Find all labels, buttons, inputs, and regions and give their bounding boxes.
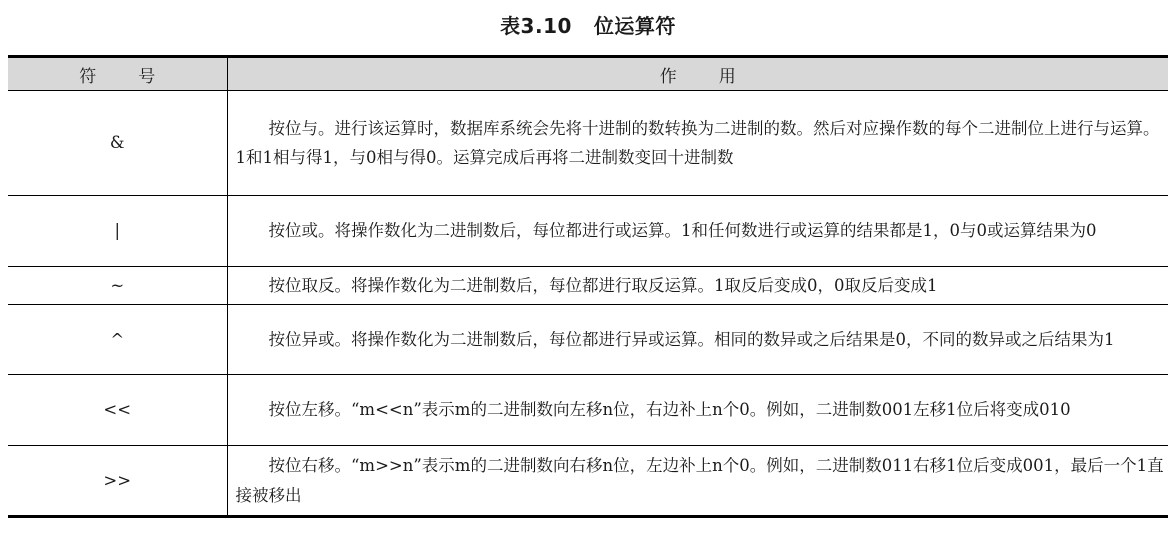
symbol-column-header: 符 号 [8, 57, 227, 91]
operator-symbol: >> [8, 446, 227, 517]
table-row [8, 267, 1168, 305]
operator-description: 按位与。进行该运算时，数据库系统会先将十进制的数转换为二进制的数。然后对应操作数的每个二进制位上进行与运算。1和1相与得1，与0相与得0。运算完成后再将二进制数变回十进制数 [227, 91, 1168, 196]
table-title: 位运算符 [593, 14, 676, 38]
operator-symbol: << [8, 375, 227, 446]
operator-description: 按位取反。将操作数化为二进制数后，每位都进行取反运算。1取反后变成0，0取反后变成1 [227, 267, 1168, 305]
operator-symbol: & [8, 91, 227, 196]
bitwise-operators-table [8, 55, 1168, 518]
function-column-header: 作 用 [227, 57, 1168, 91]
table-row [8, 446, 1168, 517]
table-caption [0, 10, 1176, 42]
table-row [8, 196, 1168, 267]
header-row [8, 57, 1168, 91]
operator-symbol: ~ [8, 267, 227, 305]
operator-description: 按位或。将操作数化为二进制数后，每位都进行或运算。1和任何数进行或运算的结果都是1，0与0或运算结果为0 [227, 196, 1168, 267]
table-row [8, 91, 1168, 196]
operator-symbol: | [8, 196, 227, 267]
operator-symbol: ^ [8, 305, 227, 375]
table-row [8, 375, 1168, 446]
table-row [8, 305, 1168, 375]
operator-description: 按位左移。“m<<n”表示m的二进制数向左移n位，右边补上n个0。例如，二进制数001左移1位后将变成010 [227, 375, 1168, 446]
operator-description: 按位右移。“m>>n”表示m的二进制数向右移n位，左边补上n个0。例如，二进制数011右移1位后变成001，最后一个1直接被移出 [235, 456, 1164, 505]
operator-description: 按位异或。将操作数化为二进制数后，每位都进行异或运算。相同的数异或之后结果是0，不同的数异或之后结果为1 [227, 305, 1168, 375]
table-number: 表3.10 [500, 14, 572, 38]
